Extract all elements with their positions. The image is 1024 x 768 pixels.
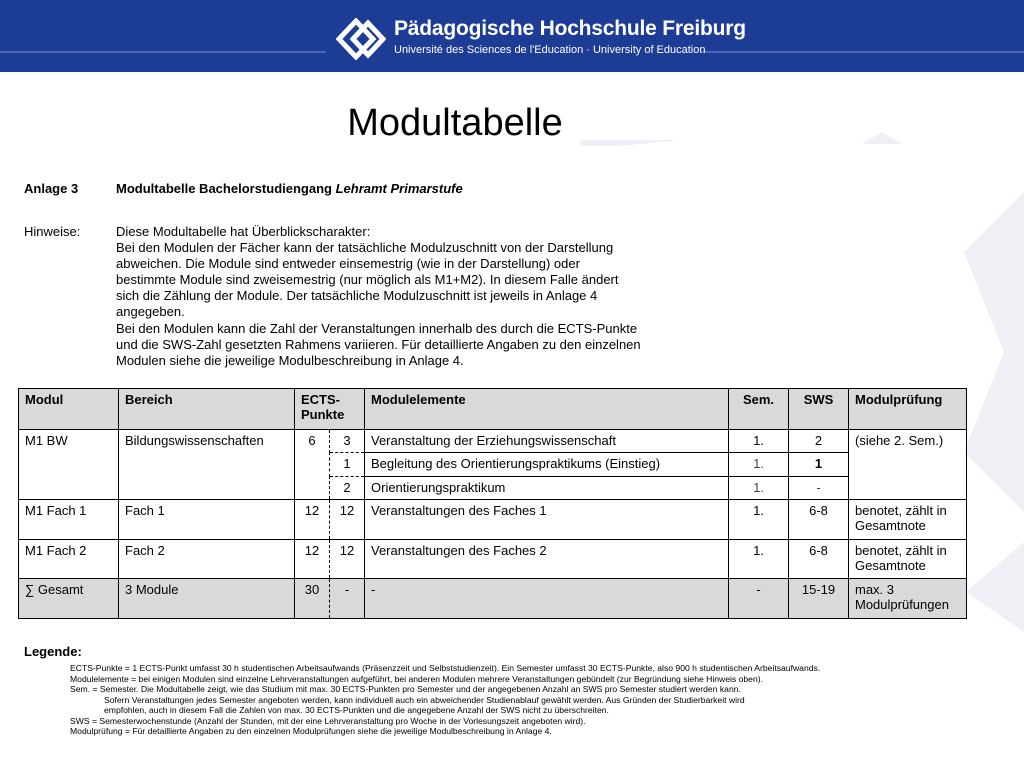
header-line-right — [700, 51, 1024, 53]
m1bw-modul: M1 BW — [19, 430, 119, 500]
m1bw-element-ects: 3 — [330, 430, 365, 453]
university-subtitle: Université des Sciences de l'Education · University of Education — [394, 44, 706, 56]
m1bw-element-sem: 1. — [729, 430, 789, 453]
table-row — [19, 500, 967, 540]
legend-line: Sem. = Semester. Die Modultabelle zeigt, wie das Studium mit max. 30 ECTS-Punkten pro Semester und der angegebenen Anzahl an SWS pro Semester studiert werden kann. — [70, 684, 741, 694]
m1bw-element-name: Veranstaltung der Erziehungswissenschaft — [365, 430, 729, 453]
m1bw-pruefung: (siehe 2. Sem.) — [849, 430, 967, 500]
fach1-sem: 1. — [729, 500, 789, 540]
header-modulpruefung: Modulprüfung — [849, 389, 967, 430]
table-row-total — [19, 579, 967, 619]
legend-title: Legende: — [24, 644, 82, 659]
legend-line: Modulprüfung = Für detaillierte Angaben zu den einzelnen Modulprüfungen siehe die jeweilige Modulbeschreibung in Anlage 4. — [70, 726, 552, 736]
fach2-bereich: Fach 2 — [119, 539, 295, 579]
hinweise-line: Bei den Modulen der Fächer kann der tatsächliche Modulzuschnitt von der Darstellung — [116, 240, 614, 256]
fach1-pruefung — [849, 500, 967, 540]
total-ects: - — [330, 579, 365, 619]
hinweise-line: abweichen. Die Module sind entweder einsemestrig (wie in der Darstellung) oder — [116, 256, 580, 272]
fach1-ects-total: 12 — [295, 500, 330, 540]
header-modulelemente: Modulelemente — [365, 389, 729, 430]
document-heading — [116, 181, 463, 196]
total-ects-total: 30 — [295, 579, 330, 619]
total-sem: - — [729, 579, 789, 619]
hinweise-line: Diese Modultabelle hat Überblickscharakter: — [116, 224, 371, 239]
hinweise-line: und die SWS-Zahl gesetzten Rahmens variieren. Für detaillierte Angaben zu den einzelnen — [116, 336, 641, 352]
university-name: Pädagogische Hochschule Freiburg — [394, 17, 746, 40]
hinweise-text — [116, 224, 641, 369]
fach2-ects: 12 — [330, 539, 365, 579]
fach1-pruefung-line2: Gesamtnote — [855, 518, 926, 534]
fach2-ects-total: 12 — [295, 539, 330, 579]
m1bw-element-sem: 1. — [729, 453, 789, 476]
anlage-label: Anlage 3 — [24, 181, 79, 196]
legend-line: empfohlen, auch in diesem Fall die Zahlen von max. 30 ECTS-Punkten und die angegebene Anzahl der SWS nicht zu überschreiten. — [104, 705, 609, 715]
ph-freiburg-logo-icon — [336, 18, 386, 60]
fach2-sws: 6-8 — [789, 539, 849, 579]
hinweise-line: sich die Zählung der Module. Der tatsächliche Modulzuschnitt ist jeweils in Anlage 4 — [116, 288, 598, 304]
header-ects-line2: Punkte — [301, 407, 345, 422]
document-heading-italic: Lehramt Primarstufe — [335, 181, 463, 196]
table-row — [19, 539, 967, 579]
legend-line: ECTS-Punkte = 1 ECTS-Punkt umfasst 30 h studentischen Arbeitsaufwands (Präsenzzeit und Selbststudienzeit). Ein Semester umfasst 30 ECTS-Punkte, also 900 h studentischen Arbeitsaufwands. — [70, 663, 821, 673]
header-bereich: Bereich — [119, 389, 295, 430]
total-pruefung-line2: Modulprüfungen — [855, 597, 949, 613]
hinweise-line: bestimmte Module sind zweisemestrig (nur möglich als M1+M2). In diesem Falle ändert — [116, 272, 619, 288]
header-modul: Modul — [19, 389, 119, 430]
header-sws: SWS — [789, 389, 849, 430]
fach1-pruefung-line1: benotet, zählt in — [855, 503, 947, 519]
m1bw-element-ects: 2 — [330, 476, 365, 499]
m1bw-ects-total: 6 — [295, 430, 330, 500]
module-table — [18, 388, 967, 619]
total-sws: 15-19 — [789, 579, 849, 619]
slide-title: Modultabelle — [347, 102, 563, 144]
fach2-pruefung-line1: benotet, zählt in — [855, 542, 947, 558]
fach1-element: Veranstaltungen des Faches 1 — [365, 500, 729, 540]
table-row — [19, 430, 967, 453]
hinweise-label: Hinweise: — [24, 224, 81, 239]
m1bw-element-sws: 2 — [789, 430, 849, 453]
fach1-ects: 12 — [330, 500, 365, 540]
total-pruefung-line1: max. 3 — [855, 582, 895, 598]
fach1-bereich: Fach 1 — [119, 500, 295, 540]
table-header-row — [19, 389, 967, 430]
fach1-sws: 6-8 — [789, 500, 849, 540]
header-ects — [295, 389, 365, 430]
header-line-left — [0, 51, 326, 53]
m1bw-element-sem: 1. — [729, 476, 789, 499]
m1bw-element-name: Begleitung des Orientierungspraktikums (Einstieg) — [365, 453, 729, 476]
hinweise-line: angegeben. — [116, 304, 185, 320]
document-heading-text: Modultabelle Bachelorstudiengang — [116, 181, 336, 196]
header-bar — [0, 0, 1024, 72]
header-sem: Sem. — [729, 389, 789, 430]
hinweise-line: Modulen siehe die jeweilige Modulbeschreibung in Anlage 4. — [116, 352, 464, 368]
total-pruefung — [849, 579, 967, 619]
fach2-sem: 1. — [729, 539, 789, 579]
legend-list — [70, 663, 820, 737]
hinweise-line: Bei den Modulen kann die Zahl der Veranstaltungen innerhalb des durch die ECTS-Punkte — [116, 320, 638, 336]
header-ects-line1: ECTS- — [301, 392, 340, 407]
legend-line: SWS = Semesterwochenstunde (Anzahl der Stunden, mit der eine Lehrveranstaltung pro Woche in der Vorlesungszeit angeboten wird). — [70, 715, 586, 726]
total-modul: ∑ Gesamt — [19, 579, 119, 619]
fach2-pruefung-line2: Gesamtnote — [855, 557, 926, 573]
total-element: - — [365, 579, 729, 619]
legend-line: Sofern Veranstaltungen jedes Semester angeboten werden, kann individuell auch ein abweichender Studienablauf gewählt werden. Aus Gründen der Studierbarkeit wird — [104, 694, 745, 705]
m1bw-element-name: Orientierungspraktikum — [365, 476, 729, 499]
m1bw-element-sws: - — [789, 476, 849, 499]
fach1-modul: M1 Fach 1 — [19, 500, 119, 540]
fach2-element: Veranstaltungen des Faches 2 — [365, 539, 729, 579]
m1bw-bereich: Bildungswissenschaften — [119, 430, 295, 500]
m1bw-element-sws: 1 — [789, 453, 849, 476]
m1bw-element-ects: 1 — [330, 453, 365, 476]
total-bereich: 3 Module — [119, 579, 295, 619]
legend-line: Modulelemente = bei einigen Modulen sind einzelne Lehrveranstaltungen aufgeführt, bei anderen Modulen mehrere Veranstaltungen gebündelt (zur Begründung siehe Hinweis oben). — [70, 673, 763, 684]
fach2-modul: M1 Fach 2 — [19, 539, 119, 579]
fach2-pruefung — [849, 539, 967, 579]
